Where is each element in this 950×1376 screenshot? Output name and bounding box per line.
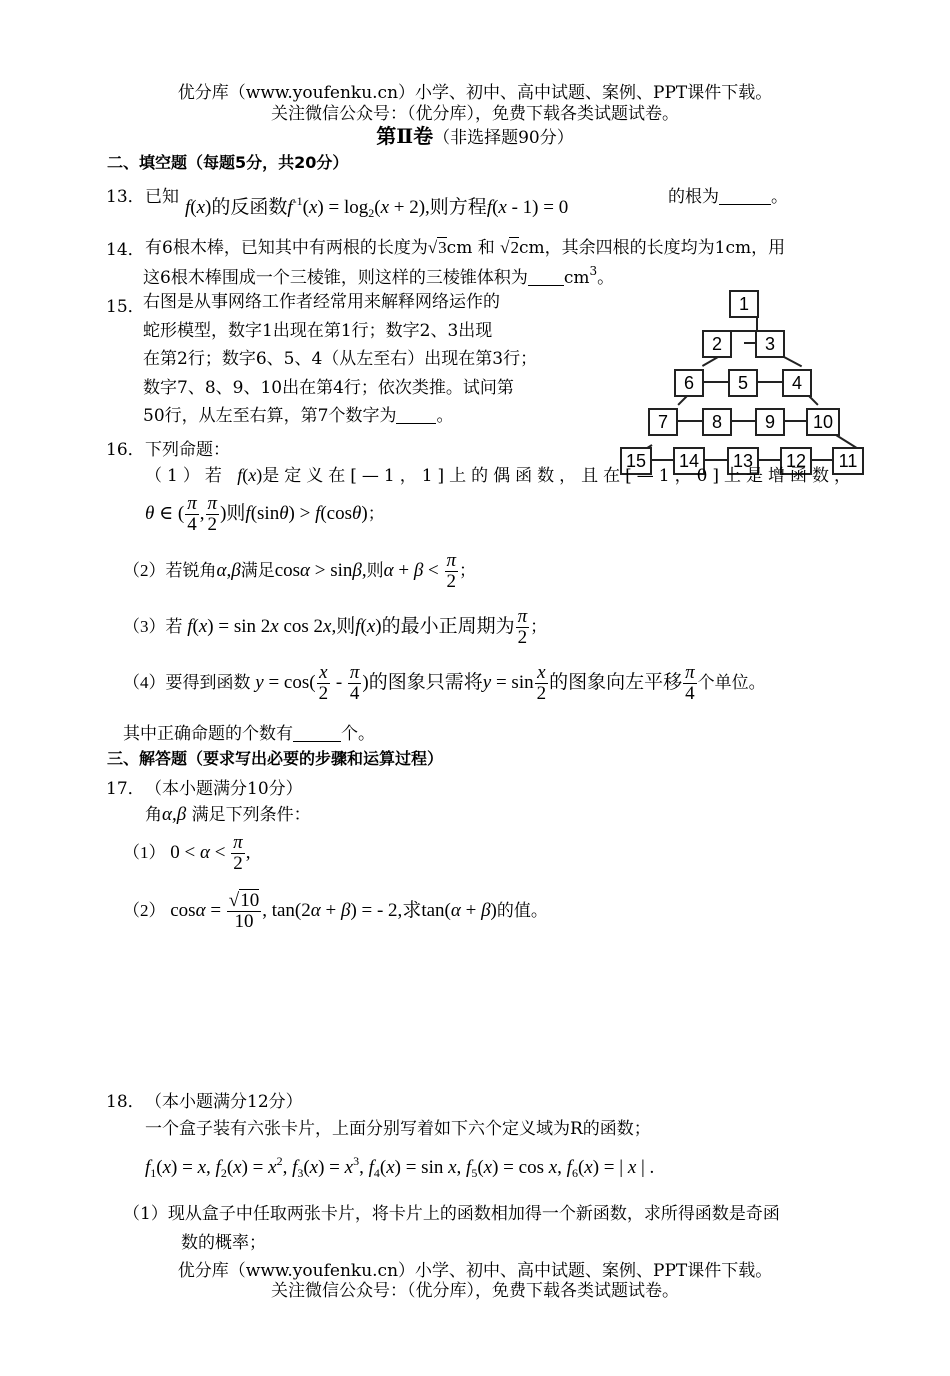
q14-line1	[145, 233, 785, 258]
q16-p1-end: ；	[367, 503, 385, 523]
q14-line2-unit: cm	[563, 268, 590, 288]
q13-post-text: 的根为	[668, 187, 719, 207]
q17-c2: （2） cosα = $\frac{√10}{10}$ , tan(2α + β) = - 2,求tan(α + β)的值。	[123, 890, 548, 932]
part3-heading: 三、解答题（要求写出必要的步骤和运算过程）	[107, 749, 444, 768]
section-title-sub: （非选择题90分）	[433, 128, 574, 148]
diagram-node: 13	[727, 447, 759, 475]
q15-line: 50行，从左至右算，第7个数字为	[143, 406, 397, 426]
q14-line2-dot: 。	[597, 268, 615, 288]
footer-line-1: 优分库（www.youfenku.cn）小学、初中、高中试题、案例、PPT课件下载。	[177, 1261, 773, 1281]
q15-text	[143, 288, 563, 431]
q16-p3-b: 则	[336, 615, 356, 637]
q16-p2: （2）若锐角α,β满足cosα > sinβ,则α + β < $\frac{\pi}{2}$ ；	[123, 550, 477, 592]
q16-p2-a: （2）若锐角	[123, 560, 217, 580]
q16-p1-fx: f	[237, 465, 243, 485]
diagram-node: 8	[702, 408, 732, 436]
q13-pre: 已知	[145, 187, 179, 207]
diagram-node: 12	[780, 447, 812, 475]
diagram-node: 11	[832, 447, 864, 475]
q16-p2-c: 则	[366, 560, 384, 580]
q18-s1-b: 数的概率；	[181, 1233, 266, 1253]
q16-p3: （3）若 f(x) = sin 2x cos 2x,则f(x)的最小正周期为 $\frac{\pi}{2}$ ；	[123, 606, 548, 648]
diagram-node: 7	[648, 408, 678, 436]
q16-p3-end: ；	[530, 616, 548, 636]
part2-heading: 二、填空题（每题5分，共20分）	[107, 153, 349, 172]
diagram-node: 14	[673, 447, 705, 475]
q16-p3-c: 的最小正周期为	[381, 615, 515, 637]
q14-and: 和	[477, 238, 495, 258]
q16-conclusion-a: 其中正确命题的个数有	[123, 724, 293, 744]
q15-line: 右图是从事网络工作者经常用来解释网络运作的	[143, 292, 500, 312]
q16-p2-end: ；	[459, 560, 477, 580]
q17-score: （本小题满分10分）	[145, 779, 303, 799]
q17-number: 17．	[106, 779, 145, 799]
q13-number: 13．	[106, 187, 145, 207]
q16-p1-then: 则	[226, 502, 246, 524]
diagram-line	[730, 420, 756, 422]
q16-title: 下列命题：	[145, 440, 230, 460]
section-title	[0, 120, 950, 149]
q14-sqrt2: √2	[500, 238, 519, 257]
q16-p2-b: 满足	[240, 560, 275, 580]
q16-conclusion	[123, 719, 375, 744]
diagram-node: 10	[806, 408, 840, 436]
diagram-line	[756, 381, 782, 383]
q17-c1-label: （1）	[123, 842, 166, 862]
diagram-node: 9	[755, 408, 785, 436]
q14-line1-a: 有6根木棒，已知其中有两根的长度为	[145, 238, 428, 258]
q16-p1: （1）若 f(x)是定义在[—1，1]上的偶函数，且在[—1，0]上是增函数，	[145, 465, 857, 486]
q16-answer-blank[interactable]	[293, 724, 341, 742]
q18-intro: 一个盒子装有六张卡片，上面分别写着如下六个定义域为R的函数；	[145, 1119, 651, 1139]
q14-line1-b: cm，其余四根的长度均为1cm，用	[518, 238, 786, 258]
q15-line-last	[143, 402, 563, 431]
q15-line: 数字7、8、9、10出在第4行；依次类推。试问第	[143, 377, 514, 398]
q16-p3-a: （3）若	[123, 616, 183, 636]
q16-p4-a: （4）要得到函数	[123, 672, 251, 692]
q16-number: 16．	[106, 440, 145, 460]
q15-end: 。	[436, 406, 454, 426]
q15-line: 蛇形模型，数字1出现在第1行；数字2、3出现	[143, 320, 493, 341]
diagram-node: 4	[782, 369, 812, 397]
q16-p1-a: （1）若	[145, 466, 227, 486]
q17-c1: （1） 0 < α < $\frac{\pi}{2}$ ,	[123, 832, 251, 874]
footer-line-2: 关注微信公众号：（优分库），免费下载各类试题试卷。	[271, 1281, 679, 1301]
q17-intro: 角α,β 满足下列条件：	[145, 804, 311, 825]
q13-answer-blank[interactable]	[719, 187, 771, 205]
q14-answer-blank[interactable]	[528, 268, 564, 286]
q14-number: 14．	[106, 240, 145, 260]
q16-p1-b: 是定义在[—1，1]上的偶函数，且在[—1，0]上是增函数，	[262, 466, 857, 486]
diagram-node: 1	[729, 290, 759, 318]
q16-p4-b: 的图象只需将	[368, 671, 483, 693]
q14-unit: cm	[446, 238, 473, 258]
q16-p4: （4）要得到函数 y = cos( $\frac{x}{2}$ - $\frac{\pi}{4}$ )的图象只需将y = sin $\frac{x}{2}$ 的图象向左平移 $\frac{\pi}{4}$ 个单位。	[123, 662, 766, 704]
q17-intro-a: 角	[145, 805, 162, 825]
q14-line2-sup: 3	[589, 264, 598, 278]
q13-formula: f(x)的反函数$f^{-1}(x) = \log_2(x + 2)$,则方程f(x - 1) = 0	[185, 194, 569, 220]
q16-p4-c: 的图象向左平移	[549, 671, 683, 693]
diagram-line	[676, 420, 702, 422]
diagram-line	[702, 381, 728, 383]
q16-conclusion-b: 个。	[341, 724, 375, 744]
diagram-line	[756, 316, 758, 330]
q18-score: （本小题满分12分）	[145, 1092, 303, 1112]
q15-line: 在第2行；数字6、5、4（从左至右）出现在第3行；	[143, 349, 538, 369]
diagram-node: 3	[755, 330, 785, 358]
q13-post	[668, 182, 788, 207]
q15-answer-blank[interactable]	[396, 406, 436, 424]
diagram-node: 6	[674, 369, 704, 397]
diagram-line	[784, 356, 803, 367]
diagram-node: 15	[620, 447, 652, 475]
q17-intro-b: 满足下列条件：	[191, 805, 311, 825]
q17-c2-label: （2）	[123, 900, 166, 920]
header-line-1: 优分库（www.youfenku.cn）小学、初中、高中试题、案例、PPT课件下载。	[177, 83, 773, 103]
q14-line2	[143, 263, 614, 288]
q14-line2-text: 这6根木棒围成一个三棱锥，则这样的三棱锥体积为	[143, 268, 528, 288]
q15-number: 15．	[106, 297, 145, 317]
q17-c2-end: 的值。	[496, 900, 548, 920]
q16-p1-formula: θ ∈ ( $\frac{\pi}{4}$ , $\frac{\pi}{2}$ )则f(sinθ) > f(cosθ)；	[145, 493, 385, 535]
q13-end: 。	[771, 187, 788, 207]
q17-c2-ask: 求	[402, 899, 422, 921]
section-title-main: 第Ⅱ卷	[376, 124, 434, 148]
q16-p4-d: 个单位。	[697, 672, 766, 692]
q18-functions: $f_1(x) = x$, $f_2(x) = x^2$, $f_3(x) = x^3$, $f_4(x) = \sin x$, $f_5(x) = \cos x$, $f_6(x)$ = | x | .	[145, 1154, 655, 1180]
diagram-line	[784, 420, 808, 422]
header-line-2: 关注微信公众号：（优分库），免费下载各类试题试卷。	[271, 104, 679, 124]
diagram-node: 5	[728, 369, 758, 397]
q18-number: 18．	[106, 1092, 145, 1112]
q14-sqrt3: √3	[427, 238, 447, 257]
diagram-node: 2	[702, 330, 732, 358]
q18-s1-a: （1）现从盒子中任取两张卡片，将卡片上的函数相加得一个新函数，求所得函数是奇函	[123, 1204, 780, 1224]
